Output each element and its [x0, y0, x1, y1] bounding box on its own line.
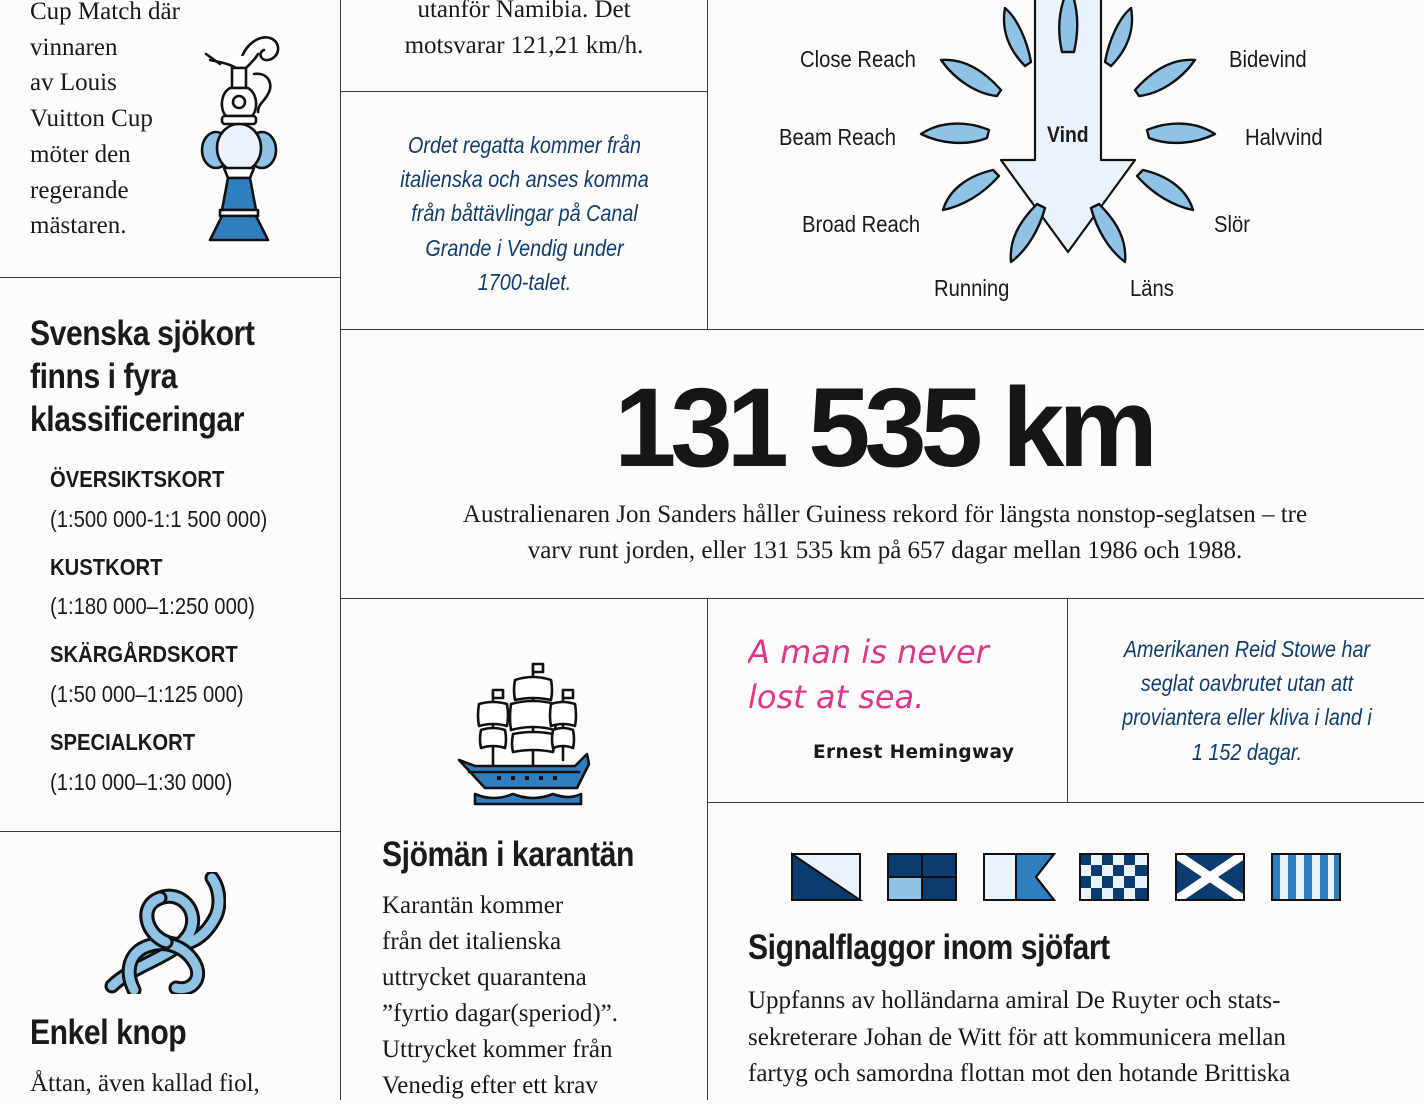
- divider-v-mid-top: [707, 0, 708, 330]
- divider-h-wide-2: [340, 598, 1424, 599]
- signal-flag: [1272, 854, 1340, 900]
- stowe-line: seglat oavbrutet utan att: [1140, 670, 1354, 697]
- cup-line: av Louis: [30, 69, 117, 97]
- record-line: varv runt jorden, eller 131 535 km på 657 dagar mellan 1986 och 1988.: [527, 536, 1243, 564]
- label-halvvind: Halvvind: [1245, 124, 1323, 150]
- regatta-line: Grande i Vendig under: [425, 234, 624, 261]
- stowe-line: proviantera eller kliva i land i: [1122, 704, 1372, 731]
- kort-name: SPECIALKORT: [50, 729, 196, 755]
- americas-cup-trophy-icon: [196, 28, 282, 244]
- label-close-reach: Close Reach: [800, 46, 916, 72]
- sjokort-title-line: Svenska sjökort: [30, 314, 255, 353]
- quote-line: lost at sea.: [748, 678, 925, 716]
- cup-match-text: [30, 0, 220, 244]
- divider-v-mid-bottom: [707, 598, 708, 1100]
- divider-h-wide-1: [340, 329, 1424, 330]
- kort-scale: (1:180 000–1:250 000): [50, 593, 255, 619]
- namibia-line: motsvarar 121,21 km/h.: [404, 32, 644, 59]
- namibia-line: utanför Namibia. Det: [417, 0, 631, 23]
- speed-record-text: [342, 0, 706, 64]
- kort-name: ÖVERSIKTSKORT: [50, 466, 225, 492]
- signal-flags-row: [790, 852, 1350, 904]
- cup-line: vinnaren: [30, 33, 118, 61]
- signal-flag: [888, 854, 956, 900]
- signal-title: [748, 928, 1169, 968]
- karantan-line: Venedig efter ett krav: [382, 1072, 598, 1099]
- signal-line: Uppfanns av holländarna amiral De Ruyter och stats-: [748, 987, 1281, 1014]
- karantan-line: Uttrycket kommer från: [382, 1036, 613, 1063]
- kort-scale: (1:500 000-1:1 500 000): [50, 506, 268, 532]
- label-lans: Läns: [1130, 275, 1174, 301]
- cup-line: mästaren.: [30, 212, 127, 240]
- regatta-line: Ordet regatta kommer från: [407, 132, 642, 158]
- signal-line: fartyg och samordna flottan mot den hotande Brittiska: [748, 1060, 1291, 1087]
- signal-line: sekreterare Johan de Witt för att kommunicera mellan: [748, 1023, 1286, 1051]
- divider-h-left-2: [0, 831, 341, 832]
- regatta-fact: [372, 128, 677, 299]
- record-line: Australienaren Jon Sanders håller Guiness rekord för längsta nonstop-seglatsen – tre: [462, 501, 1308, 528]
- divider-h-right: [707, 802, 1424, 803]
- quote-author: Ernest Hemingway: [813, 742, 1015, 763]
- karantan-line: uttrycket quarantena: [382, 964, 587, 991]
- sjokort-title-line: finns i fyra: [30, 357, 178, 396]
- stowe-fact: [1097, 632, 1397, 769]
- kort-scale: (1:10 000–1:30 000): [50, 769, 233, 795]
- karantan-line: Karantän kommer: [382, 892, 564, 919]
- divider-v-right: [1067, 598, 1068, 803]
- regatta-line: från båttävlingar på Canal: [411, 200, 638, 227]
- label-broad-reach: Broad Reach: [802, 211, 921, 237]
- knop-title-text: Enkel knop: [30, 1013, 187, 1052]
- karantan-title-text: Sjömän i karantän: [382, 835, 634, 874]
- label-running: Running: [934, 275, 1010, 301]
- karantan-line: ”fyrtio dagar(speriod)”.: [382, 1000, 618, 1027]
- knop-text: [30, 1066, 330, 1102]
- kort-name: SKÄRGÅRDSKORT: [50, 641, 238, 667]
- karantan-text: [382, 888, 682, 1104]
- signal-text: [748, 983, 1408, 1093]
- label-slor: Slör: [1214, 211, 1250, 237]
- signal-flag: [1080, 854, 1148, 900]
- knop-line: Åttan, även kallad fiol,: [30, 1070, 260, 1097]
- label-beam-reach: Beam Reach: [779, 124, 897, 150]
- divider-h-left-1: [0, 277, 341, 278]
- kort-name: KUSTKORT: [50, 554, 163, 580]
- stowe-line: 1 152 dagar.: [1191, 738, 1303, 765]
- regatta-line: 1700-talet.: [477, 268, 572, 295]
- cup-line: möter den: [30, 140, 131, 168]
- karantan-title: [382, 835, 675, 875]
- wind-center-label: Vind: [1047, 122, 1089, 147]
- divider-h-mid-1: [340, 91, 708, 92]
- cup-line: regerande: [30, 176, 129, 204]
- signal-flag: [1176, 854, 1244, 900]
- karantan-line: från det italienska: [382, 928, 562, 955]
- label-bidevind: Bidevind: [1229, 46, 1307, 72]
- quote-line: A man is never: [748, 633, 989, 671]
- record-distance: 131 535 km: [614, 368, 1152, 488]
- signal-flag: [984, 854, 1054, 900]
- figure-eight-knot-icon: [104, 872, 226, 994]
- divider-v-left: [340, 0, 341, 1100]
- regatta-line: italienska och anses komma: [400, 166, 649, 193]
- record-description: [390, 497, 1380, 568]
- hemingway-quote: [748, 630, 1048, 720]
- signal-title-text: Signalflaggor inom sjöfart: [748, 928, 1110, 967]
- signal-flag: [792, 854, 860, 900]
- cup-line: Vuitton Cup: [30, 105, 153, 133]
- cup-line: Cup Match där: [30, 0, 180, 25]
- stowe-line: Amerikanen Reid Stowe har: [1123, 636, 1371, 662]
- knop-title: [30, 1013, 212, 1053]
- sailing-ship-icon: [453, 660, 593, 806]
- kort-scale: (1:50 000–1:125 000): [50, 681, 244, 707]
- sjokort-title-line: klassificeringar: [30, 400, 244, 439]
- sjokort-title: [30, 312, 350, 441]
- points-of-sail-diagram: [709, 0, 1424, 329]
